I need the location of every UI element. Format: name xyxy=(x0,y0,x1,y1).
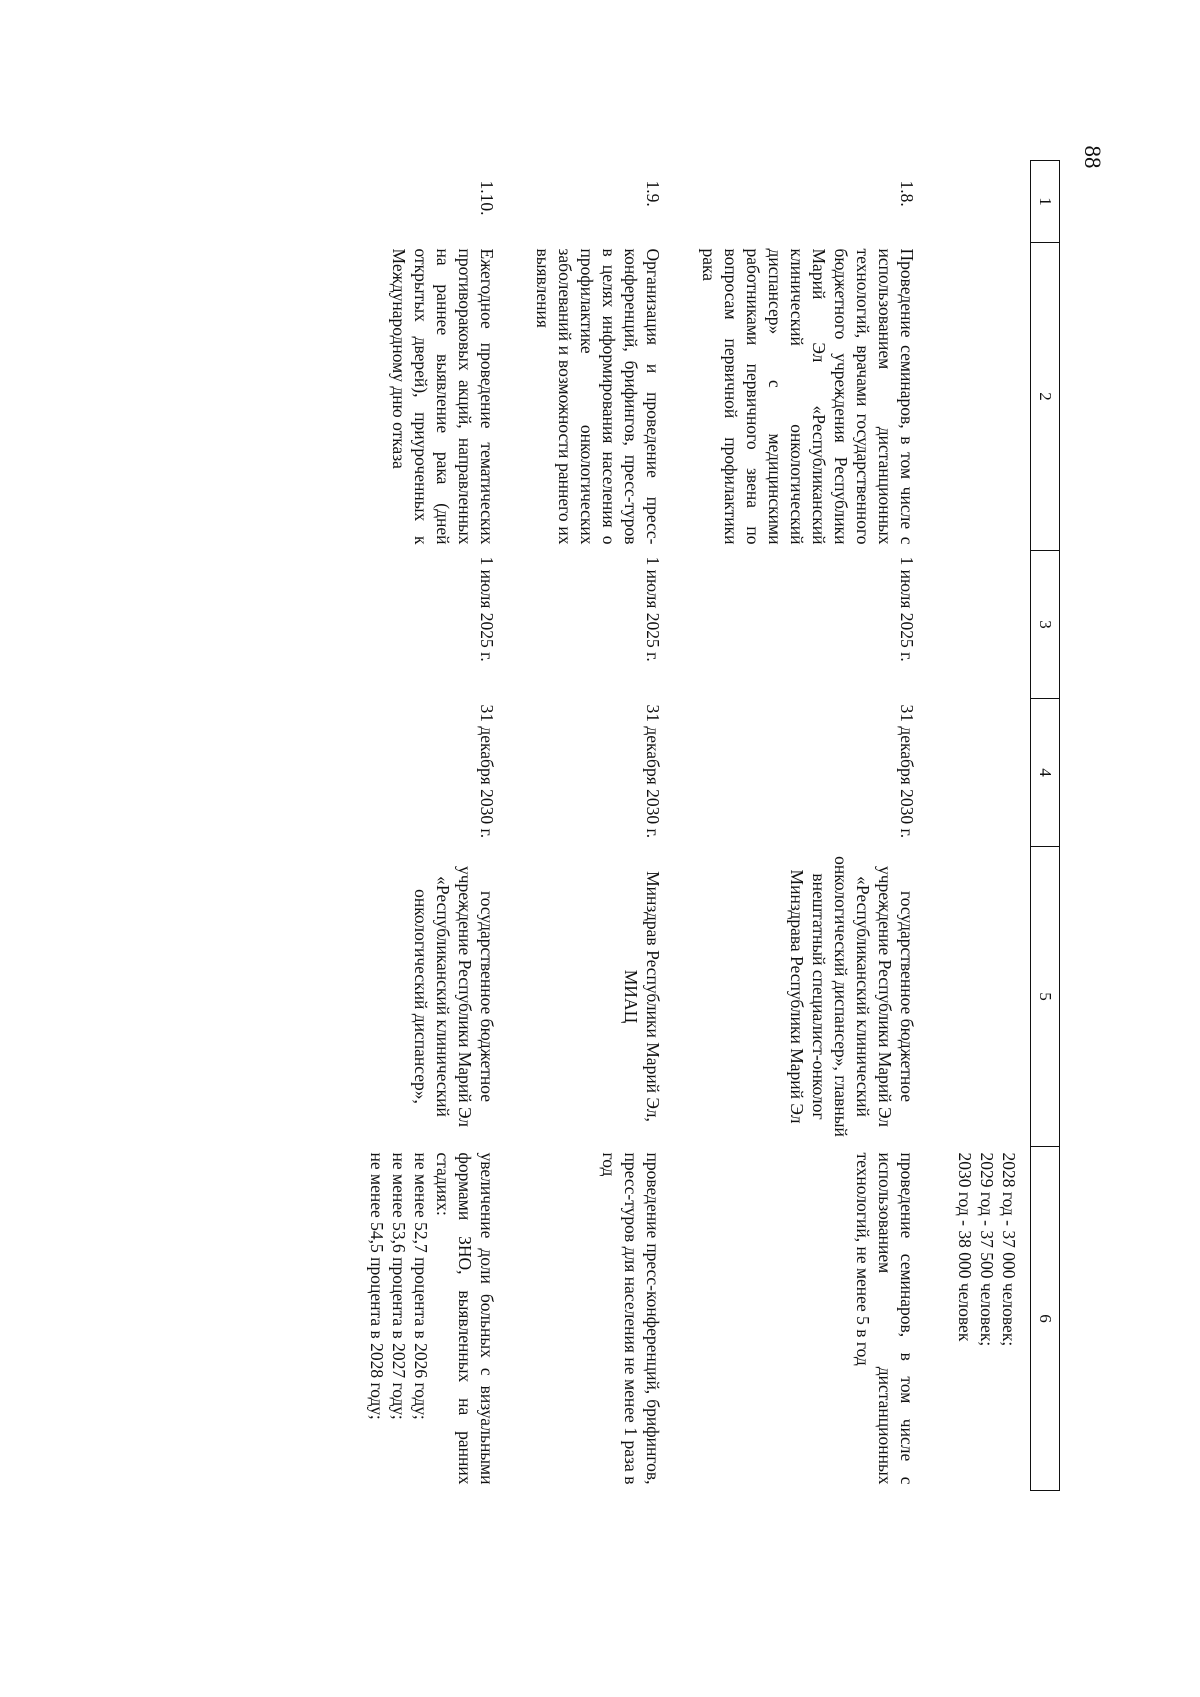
row-responsible: Минздрав Республики Марий Эл, МИАЦ xyxy=(621,871,663,1122)
row-responsible: государственное бюджетное учреждение Республики Марий Эл «Республиканский клинический онкологический диспансер», главный внештатный специалист-онколог Минздрава Республики Марий Эл xyxy=(787,856,917,1137)
header-col-4: 4 xyxy=(1031,699,1060,847)
continuation-result-line: 2030 год - 38 000 человек xyxy=(955,1152,975,1342)
table-header-row xyxy=(1031,161,1060,1491)
row-number: 1.8. xyxy=(897,180,917,207)
row-start-date: 1 июля 2025 г. xyxy=(897,556,917,662)
row-start-date: 1 июля 2025 г. xyxy=(643,556,663,662)
row-result-line: не менее 54,5 процента в 2028 году; xyxy=(367,1152,387,1420)
row-result: проведение семинаров, в том числе с использованием дистанционных технологий, не менее 5 в год xyxy=(853,1152,917,1485)
row-event: Ежегодное проведение тематических противораковых акций, направленных на раннее выявление рака (дней открытых дверей), приуроченных к Международному дню отказа xyxy=(389,248,497,545)
table-row-continuation xyxy=(924,161,1031,1491)
header-col-6: 6 xyxy=(1031,1147,1060,1491)
header-col-2: 2 xyxy=(1031,243,1060,551)
row-responsible: государственное бюджетное учреждение Республики Марий Эл «Республиканский клинический онкологический диспансер», xyxy=(411,865,497,1128)
continuation-result-line: 2029 год - 37 500 человек; xyxy=(977,1152,997,1347)
row-event: Организация и проведение пресс-конференций, брифингов, пресс-туров в целях информирования населения о профилактике онкологических заболеваний и возможности раннего их выявления xyxy=(533,248,663,545)
row-event: Проведение семинаров, в том числе с использованием дистанционных технологий, врачами государственного бюджетного учреждения Республики Марий Эл «Республиканский клинический онкологический диспансер» с медицинскими работниками первичного звена по вопросам первичной профилактики рака xyxy=(699,248,917,545)
continuation-result-line: 2028 год - 37 000 человек; xyxy=(999,1152,1019,1347)
header-col-3: 3 xyxy=(1031,551,1060,699)
row-number: 1.10. xyxy=(477,180,497,216)
row-start-date: 1 июля 2025 г. xyxy=(477,556,497,662)
row-result: проведение пресс-конференций, брифингов, пресс-туров для населения не менее 1 раза в год xyxy=(599,1152,663,1485)
row-result xyxy=(338,1147,504,1491)
row-end-date: 31 декабря 2030 г. xyxy=(897,704,917,839)
row-result-line: не менее 52,7 процента в 2026 году; xyxy=(411,1152,431,1420)
page-number: 88 xyxy=(1080,145,1105,169)
continuation-result xyxy=(924,1147,1031,1491)
table-row xyxy=(670,161,924,1491)
rotated-sheet xyxy=(200,160,1060,1640)
table-row xyxy=(504,161,670,1491)
row-result-intro: увеличение доли больных с визуальными формами ЗНО, выявленных на ранних стадиях: xyxy=(433,1152,497,1485)
plan-table xyxy=(338,160,1060,1491)
header-col-5: 5 xyxy=(1031,847,1060,1147)
header-col-1: 1 xyxy=(1031,161,1060,243)
table-row xyxy=(338,161,504,1491)
row-number: 1.9. xyxy=(643,180,663,207)
row-end-date: 31 декабря 2030 г. xyxy=(643,704,663,839)
row-end-date: 31 декабря 2030 г. xyxy=(477,704,497,839)
row-result-line: не менее 53,6 процента в 2027 году; xyxy=(389,1152,409,1420)
